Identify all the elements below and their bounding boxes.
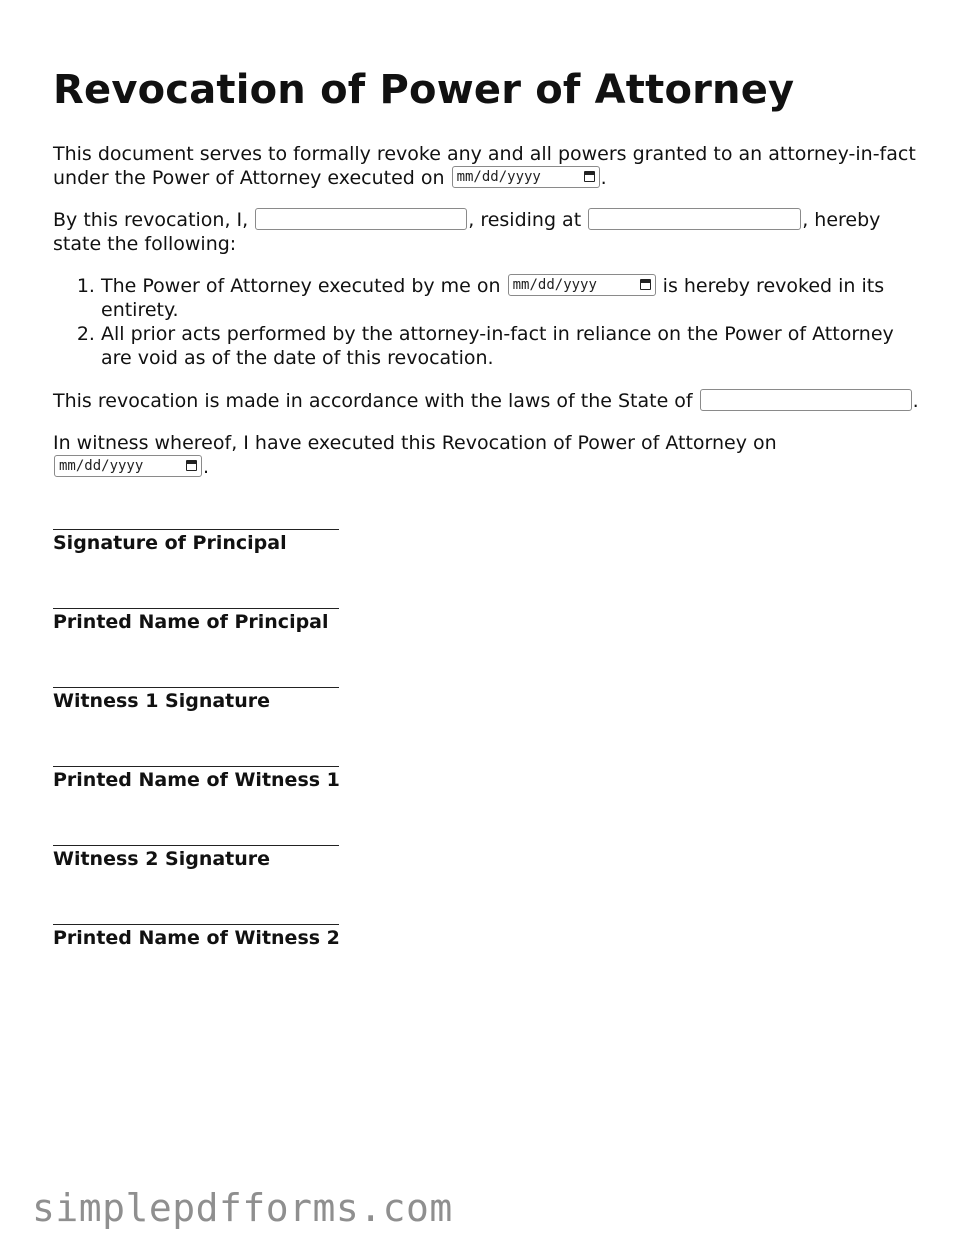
intro-period: . (600, 167, 607, 189)
signature-line[interactable] (53, 904, 339, 925)
principal-name-input[interactable] (255, 208, 467, 230)
signature-witness-1-printed-name (53, 746, 919, 792)
signature-block (53, 509, 919, 950)
signature-label: Printed Name of Principal (53, 611, 329, 633)
page-title: Revocation of Power of Attorney (53, 67, 795, 113)
signature-label: Printed Name of Witness 2 (53, 927, 340, 949)
law-paragraph (53, 389, 919, 413)
state-input[interactable] (700, 389, 912, 411)
document-page (53, 62, 919, 983)
revocation-list (53, 274, 919, 370)
signature-witness-2 (53, 825, 919, 871)
law-period: . (912, 390, 919, 412)
statement-paragraph (53, 208, 919, 256)
signature-line[interactable] (53, 588, 339, 609)
poa-execution-date-input[interactable] (452, 166, 600, 188)
signature-principal (53, 509, 919, 555)
signature-line[interactable] (53, 746, 339, 767)
list-item-1-text: The Power of Attorney executed by me on (101, 275, 501, 297)
statement-text-2: , residing at (468, 209, 582, 231)
date-placeholder: mm/dd/yyyy (456, 168, 541, 185)
signature-label: Witness 2 Signature (53, 848, 271, 870)
statement-text-1: By this revocation, I, (53, 209, 249, 231)
signature-label: Witness 1 Signature (53, 690, 271, 712)
calendar-icon[interactable] (640, 279, 651, 290)
signature-label: Printed Name of Witness 1 (53, 769, 340, 791)
revocation-date-input[interactable] (54, 455, 202, 477)
intro-paragraph (53, 142, 919, 190)
list-item (101, 322, 919, 370)
principal-address-input[interactable] (588, 208, 801, 230)
signature-line[interactable] (53, 509, 339, 530)
date-placeholder: mm/dd/yyyy (512, 276, 597, 293)
statement-text-3: , hereby state the following: (53, 209, 881, 255)
law-text: This revocation is made in accordance with the laws of the State of (53, 390, 693, 412)
list-item-2-text: All prior acts performed by the attorney-in-fact in reliance on the Power of Attorney are void as of the date of this revocation. (101, 323, 894, 369)
poa-signed-date-input[interactable] (508, 274, 656, 296)
witness-paragraph (53, 431, 919, 479)
signature-label: Signature of Principal (53, 532, 287, 554)
signature-witness-1 (53, 667, 919, 713)
list-item (101, 274, 919, 322)
witness-period: . (203, 456, 210, 478)
watermark: simplepdfforms.com (32, 1186, 453, 1230)
signature-witness-2-printed-name (53, 904, 919, 950)
date-placeholder: mm/dd/yyyy (59, 457, 144, 474)
signature-line[interactable] (53, 667, 339, 688)
signature-line[interactable] (53, 825, 339, 846)
witness-text: In witness whereof, I have executed this Revocation of Power of Attorney on (53, 432, 777, 454)
calendar-icon[interactable] (584, 171, 595, 182)
list-item-1-text-after: is hereby revoked in its entirety. (101, 275, 885, 321)
calendar-icon[interactable] (186, 460, 197, 471)
signature-principal-printed-name (53, 588, 919, 634)
intro-text: This document serves to formally revoke any and all powers granted to an attorney-in-fact under the Power of Attorney executed on (53, 143, 916, 189)
